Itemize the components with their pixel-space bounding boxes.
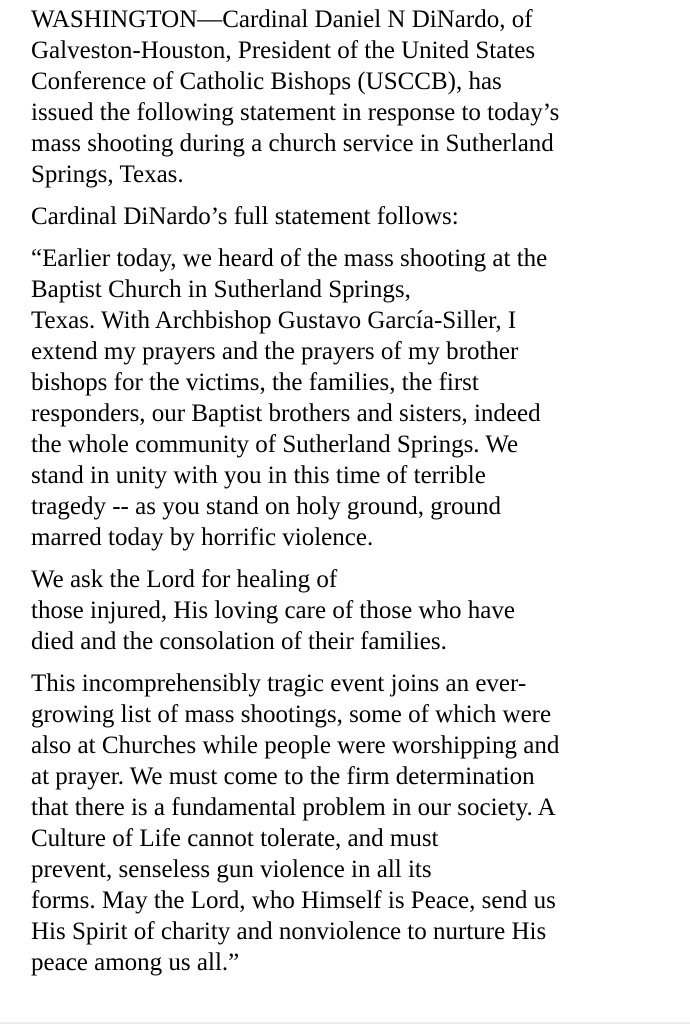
text-line: mass shooting during a church service in Sutherland — [31, 130, 554, 157]
quote-paragraph-1 — [31, 243, 681, 553]
text-line: also at Churches while people were worshipping and — [31, 732, 560, 759]
text-line: peace among us all.” — [31, 949, 240, 976]
text-line: responders, our Baptist brothers and sisters, indeed — [31, 400, 541, 427]
text-line: Baptist Church in Sutherland Springs, — [31, 276, 411, 303]
text-line: forms. May the Lord, who Himself is Peace, send us — [31, 887, 556, 914]
text-line: Springs, Texas. — [31, 161, 184, 188]
text-line: died and the consolation of their families. — [31, 628, 447, 655]
text-line: Texas. With Archbishop Gustavo García-Siller, I — [31, 307, 517, 334]
statement-lead-paragraph — [31, 201, 681, 232]
text-line: “Earlier today, we heard of the mass shooting at the — [31, 245, 548, 272]
text-line: WASHINGTON—Cardinal Daniel N DiNardo, of — [31, 6, 533, 33]
text-line: those injured, His loving care of those who have — [31, 597, 515, 624]
text-line: This incomprehensibly tragic event joins an ever- — [31, 670, 527, 697]
text-line: at prayer. We must come to the firm determination — [31, 763, 535, 790]
text-line: issued the following statement in response to today’s — [31, 99, 560, 126]
text-line: the whole community of Sutherland Springs. We — [31, 431, 519, 458]
intro-paragraph — [31, 4, 681, 190]
text-line: Conference of Catholic Bishops (USCCB), has — [31, 68, 502, 95]
text-line: tragedy -- as you stand on holy ground, ground — [31, 493, 502, 520]
text-line: extend my prayers and the prayers of my brother — [31, 338, 519, 365]
text-line: His Spirit of charity and nonviolence to nurture His — [31, 918, 547, 945]
text-line: stand in unity with you in this time of terrible — [31, 462, 486, 489]
text-line: Culture of Life cannot tolerate, and must — [31, 825, 439, 852]
text-line: growing list of mass shootings, some of which were — [31, 701, 552, 728]
text-line: Cardinal DiNardo’s full statement follows: — [31, 203, 459, 230]
text-line: We ask the Lord for healing of — [31, 566, 338, 593]
statement-document — [31, 4, 681, 989]
text-line: Galveston-Houston, President of the United States — [31, 37, 536, 64]
quote-paragraph-3 — [31, 668, 681, 978]
text-line: bishops for the victims, the families, the first — [31, 369, 479, 396]
text-line: that there is a fundamental problem in our society. A — [31, 794, 556, 821]
quote-paragraph-2 — [31, 564, 681, 657]
text-line: marred today by horrific violence. — [31, 524, 374, 551]
text-line: prevent, senseless gun violence in all its — [31, 856, 432, 883]
